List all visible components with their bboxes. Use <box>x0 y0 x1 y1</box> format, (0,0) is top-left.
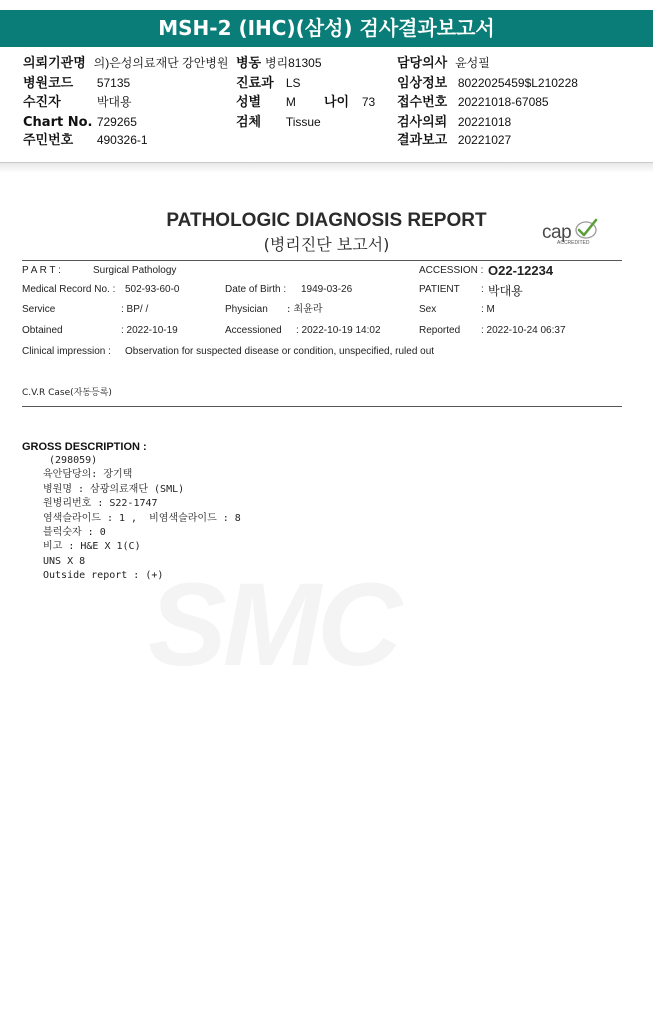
page-title: MSH-2 (IHC)(삼성) 검사결과보고서 <box>0 10 653 47</box>
report-date-value: 20221027 <box>457 133 512 147</box>
sex-report-label: Sex <box>419 304 437 315</box>
specimen-label: 검체 <box>236 115 262 130</box>
patient-name-value: 박대용 <box>96 95 132 109</box>
request-date-label: 검사의뢰 <box>397 115 448 130</box>
obtained-value: : 2022-10-19 <box>121 325 178 336</box>
sex-field <box>236 95 296 110</box>
ward-value: 병리81305 <box>264 56 322 70</box>
gross-line: (298059) <box>43 455 98 466</box>
gross-description-body <box>43 454 241 584</box>
chart-no-label: Chart No. <box>23 115 93 130</box>
check-icon <box>572 218 598 240</box>
chart-no-field <box>23 115 137 130</box>
cap-accredited-text: ACCREDITED <box>557 240 590 246</box>
header-divider-shadow <box>0 163 653 173</box>
gross-line: 염색슬라이드 : 1 , 비염색슬라이드 : 8 <box>43 512 241 524</box>
resident-no-value: 490326-1 <box>96 133 148 147</box>
doctor-field <box>397 56 490 71</box>
specimen-value: Tissue <box>285 115 321 129</box>
clinical-impression-label: Clinical impression : <box>22 346 111 357</box>
department-field <box>236 76 301 91</box>
gross-line: 병원명 : 삼광의료재단 (SML) <box>43 483 185 495</box>
gross-line: 블럭숫자 : 0 <box>43 526 106 538</box>
age-field <box>324 95 375 110</box>
gross-line: 육안담당의: 장기택 <box>43 469 133 481</box>
report-top-rule <box>22 260 622 261</box>
gross-description-title: GROSS DESCRIPTION : <box>22 441 147 453</box>
patient-value: 박대용 <box>488 284 523 298</box>
receipt-no-label: 접수번호 <box>397 95 448 110</box>
physician-label: Physician <box>225 304 268 315</box>
patient-colon: : <box>481 284 484 295</box>
report-title: PATHOLOGIC DIAGNOSIS REPORT <box>166 210 487 231</box>
patient-name-label: 수진자 <box>23 95 61 110</box>
hospital-code-field <box>23 76 130 91</box>
part-label: P A R T : <box>22 265 61 276</box>
patient-name-field <box>23 95 132 110</box>
clinical-info-label: 임상정보 <box>397 76 448 91</box>
gross-line: UNS X 8 <box>43 555 86 567</box>
report-date-field <box>397 133 511 148</box>
ward-label: 병동 <box>236 56 262 71</box>
department-label: 진료과 <box>236 76 274 91</box>
doctor-value: 윤성필 <box>455 56 490 70</box>
mrn-label: Medical Record No. : <box>22 284 116 295</box>
reported-label: Reported <box>419 325 461 336</box>
report-subtitle: (병리진단 보고서) <box>263 235 390 254</box>
chart-no-value: 729265 <box>96 115 137 129</box>
accessioned-value: : 2022-10-19 14:02 <box>296 325 381 336</box>
specimen-field <box>236 115 321 130</box>
sex-value: M <box>285 95 296 109</box>
institution-label: 의뢰기관명 <box>23 56 86 71</box>
age-value: 73 <box>361 95 376 109</box>
dob-label: Date of Birth : <box>225 284 287 295</box>
mrn-value: 502-93-60-0 <box>125 284 180 295</box>
request-date-field <box>397 115 511 130</box>
resident-no-label: 주민번호 <box>23 133 74 148</box>
cvr-case: C.V.R Case(자동등록) <box>22 388 112 398</box>
smc-watermark: SMC <box>148 559 399 691</box>
clinical-info-field <box>397 76 578 91</box>
cap-logo <box>542 220 604 250</box>
clinical-info-value: 8022025459$L210228 <box>457 76 578 90</box>
gross-line: 비고 : H&E X 1(C) <box>43 541 141 553</box>
physician-value: : 최윤라 <box>287 304 323 315</box>
receipt-no-value: 20221018-67085 <box>457 95 549 109</box>
clinical-impression-value: Observation for suspected disease or condition, unspecified, ruled out <box>125 346 435 357</box>
part-value: Surgical Pathology <box>93 265 177 276</box>
institution-field <box>23 56 228 71</box>
receipt-no-field <box>397 95 549 110</box>
report-date-label: 결과보고 <box>397 133 448 148</box>
patient-label: PATIENT <box>419 284 460 295</box>
cap-logo-text: cap <box>542 222 572 243</box>
hospital-code-value: 57135 <box>96 76 131 90</box>
request-date-value: 20221018 <box>457 115 512 129</box>
gross-line: Outside report : (+) <box>43 570 164 582</box>
service-value: : BP/ / <box>121 304 149 315</box>
doctor-label: 담당의사 <box>397 56 448 71</box>
dob-value: 1949-03-26 <box>301 284 353 295</box>
age-label: 나이 <box>324 95 350 110</box>
reported-value: : 2022-10-24 06:37 <box>481 325 566 336</box>
department-value: LS <box>285 76 301 90</box>
report-bottom-rule <box>22 406 622 407</box>
ward-field <box>236 56 322 71</box>
accessioned-label: Accessioned <box>225 325 282 336</box>
resident-no-field <box>23 133 148 148</box>
accession-value: O22-12234 <box>488 263 554 278</box>
sex-label: 성별 <box>236 95 262 110</box>
hospital-code-label: 병원코드 <box>23 76 74 91</box>
obtained-label: Obtained <box>22 325 63 336</box>
accession-label: ACCESSION : <box>419 265 484 276</box>
sex-report-value: : M <box>481 304 495 315</box>
institution-value: 의)은성의료재단 강안병원 <box>93 56 229 70</box>
service-label: Service <box>22 304 56 315</box>
gross-line: 원병리번호 : S22-1747 <box>43 498 158 510</box>
